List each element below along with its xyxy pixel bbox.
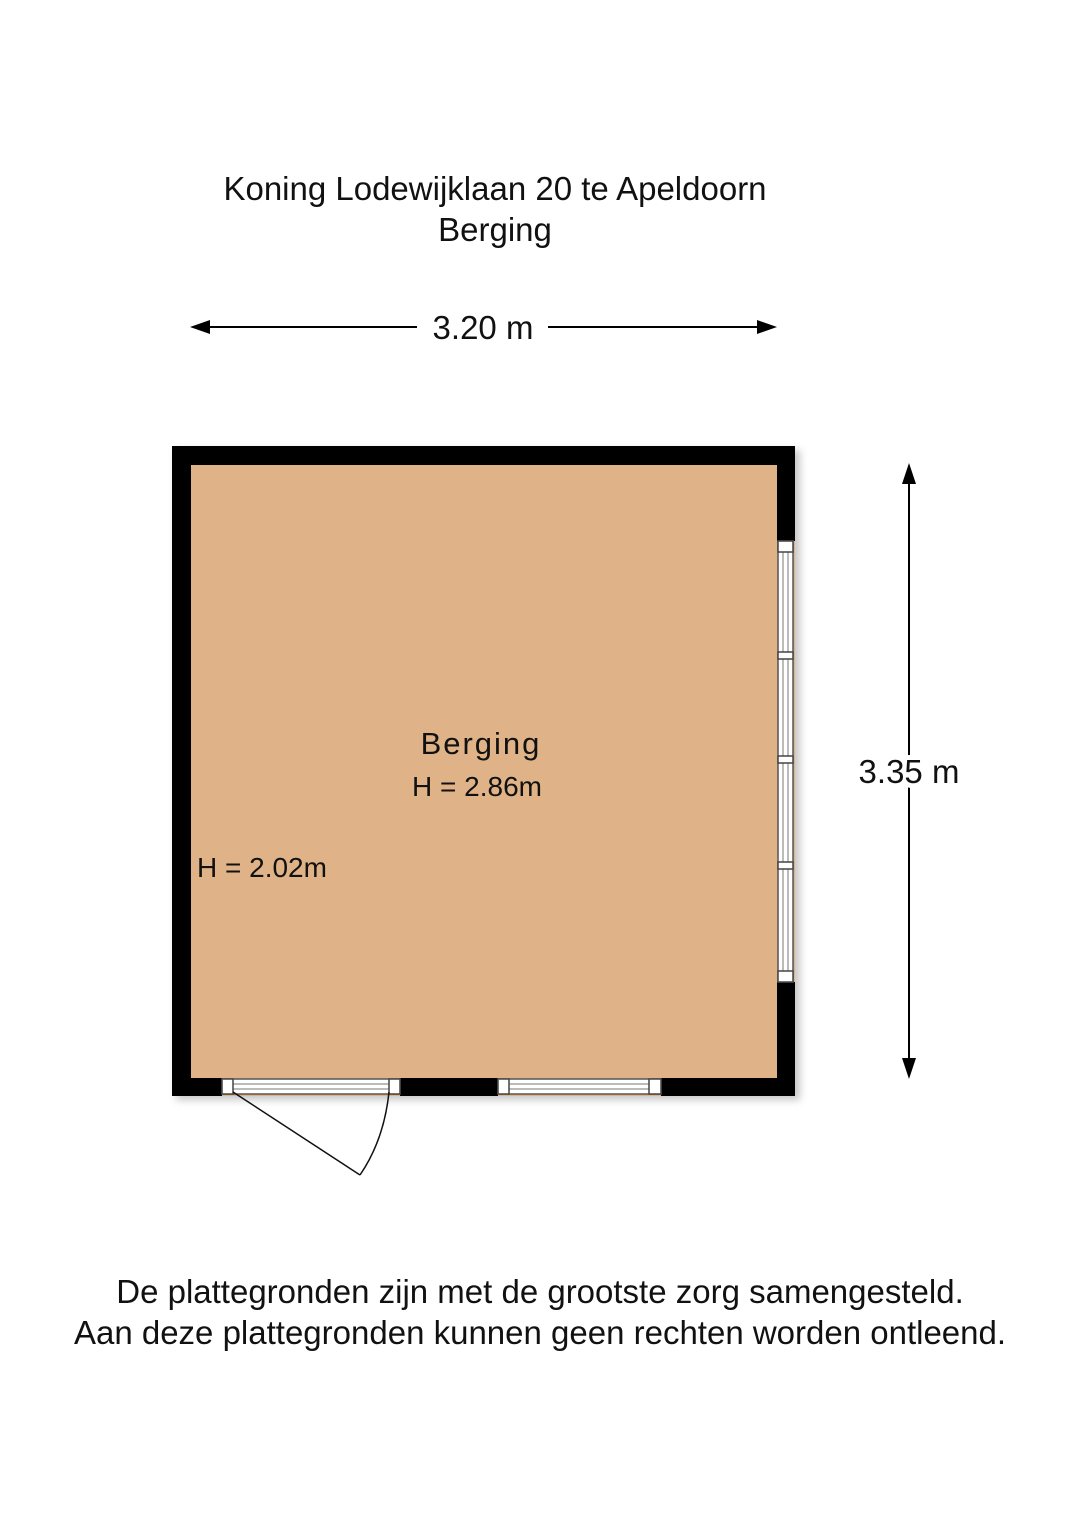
- disclaimer-line-2: Aan deze plattegronden kunnen geen rechten worden ontleend.: [73, 1314, 1007, 1351]
- window-right: [778, 541, 793, 982]
- window-right-mullion: [778, 862, 793, 869]
- window-bottom-mullion: [649, 1079, 661, 1094]
- window-bottom-mullion: [498, 1079, 509, 1094]
- door-leaf: [233, 1092, 360, 1175]
- wall-bottom-right: [661, 1078, 795, 1096]
- wall-top: [172, 446, 795, 465]
- wall-bottom-left: [172, 1078, 222, 1096]
- window-right-mullion: [778, 541, 793, 552]
- property-address: Koning Lodewijklaan 20 te Apeldoorn: [223, 170, 767, 207]
- depth-dimension: [859, 463, 960, 1079]
- disclaimer-line-1: De plattegronden zijn met de grootste zorg samengesteld.: [116, 1273, 964, 1310]
- width-dimension-label: 3.20 m: [432, 309, 534, 346]
- door-jamb-left: [222, 1079, 233, 1094]
- low-height-label: H = 2.02m: [197, 852, 327, 883]
- door-opening: [222, 1079, 400, 1094]
- wall-right-upper: [777, 446, 795, 541]
- window-right-mullion: [778, 756, 793, 763]
- width-dimension: [190, 309, 777, 346]
- door-swing-arc: [360, 1092, 389, 1175]
- window-bottom: [498, 1079, 661, 1094]
- window-right-mullion: [778, 971, 793, 982]
- width-arrow-left-icon: [190, 320, 210, 334]
- depth-arrow-up-icon: [902, 463, 916, 484]
- wall-left: [172, 446, 191, 1096]
- door-jamb-right: [389, 1079, 400, 1094]
- room-name-label: Berging: [420, 726, 542, 761]
- wall-bottom-middle: [400, 1078, 498, 1096]
- depth-arrow-down-icon: [902, 1058, 916, 1079]
- room-berging: [172, 446, 800, 1175]
- room-height-label: H = 2.86m: [412, 771, 542, 802]
- window-right-mullion: [778, 652, 793, 659]
- door: [222, 1079, 400, 1175]
- window-bottom-frame: [498, 1079, 661, 1094]
- floor-name: Berging: [438, 211, 552, 248]
- width-arrow-right-icon: [757, 320, 777, 334]
- disclaimer: [0, 1271, 1080, 1353]
- depth-dimension-label: 3.35 m: [858, 753, 960, 790]
